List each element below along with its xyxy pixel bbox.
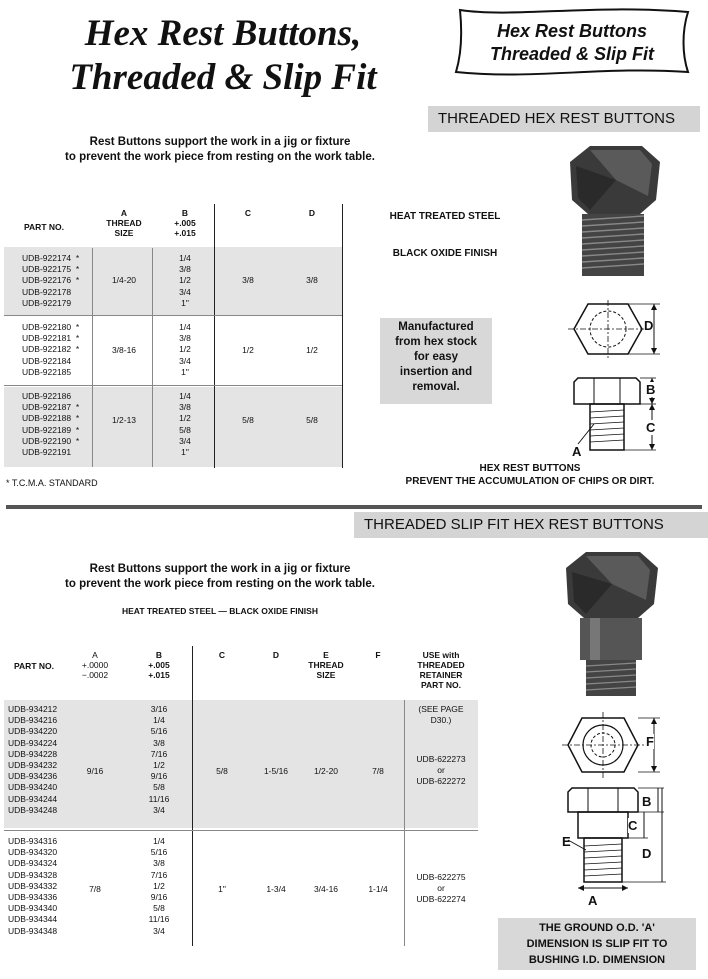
see-page-note: (SEE PAGE D30.) (418, 704, 464, 726)
a-value: 7/8 (89, 884, 101, 894)
header-d: D (308, 208, 316, 218)
header-part-no: PART NO. (14, 661, 54, 671)
dim-label-b: B (642, 794, 652, 809)
caption-hex-rest-buttons: HEX REST BUTTONS PREVENT THE ACCUMULATION OF CHIPS OR DIRT. (405, 463, 655, 487)
header-e: E THREAD SIZE (308, 650, 344, 680)
b-values: 1/4 3/8 1/2 3/4 1" (179, 253, 191, 308)
table-divider (214, 204, 215, 468)
page-title: Hex Rest Buttons, Threaded & Slip Fit (69, 13, 377, 98)
b-values: 3/16 1/4 5/16 3/8 7/16 1/2 9/16 5/8 11/16 3/4 (148, 704, 170, 815)
dim-label-d: D (644, 318, 654, 333)
thread-size: 1/2-13 (111, 415, 137, 425)
intro-slipfit: Rest Buttons support the work in a jig or fixture to prevent the work piece from resting on the work table. (65, 563, 375, 590)
b-values: 1/4 3/8 1/2 3/4 1" (179, 322, 191, 377)
retainer-part-no: UDB-622273 or UDB-622272 (416, 754, 466, 787)
b-values: 1/4 5/16 3/8 7/16 1/2 9/16 5/8 11/16 3/4 (148, 836, 170, 936)
table-divider (152, 248, 153, 467)
intro-threaded: Rest Buttons support the work in a jig or fixture to prevent the work piece from resting on the work table. (65, 136, 375, 163)
e-value: 1/2-20 (313, 766, 339, 776)
heat-treated-label: HEAT TREATED STEEL (389, 211, 501, 222)
header-d: D (272, 650, 280, 660)
part-numbers: UDB-922174 * UDB-922175 * UDB-922176 * UDB-922178 UDB-922179 (22, 253, 80, 308)
header-c: C (244, 208, 252, 218)
table-group-1 (4, 247, 342, 315)
footnote: * T.C.M.A. STANDARD (6, 478, 98, 488)
table-group-2 (4, 832, 478, 946)
part-numbers: UDB-934212 UDB-934216 UDB-934220 UDB-934224 UDB-934228 UDB-934232 UDB-934236 UDB-934240 UDB-934244 UDB-934248 (8, 704, 58, 815)
dim-label-c: C (628, 818, 638, 833)
slipfit-side-view-diagram (560, 784, 670, 902)
table-row-divider (4, 315, 342, 316)
header-f: F (375, 650, 381, 660)
dim-label-c: C (646, 420, 656, 435)
thread-size: 3/8-16 (111, 345, 137, 355)
dim-label-f: F (646, 734, 654, 749)
table-divider (192, 646, 193, 946)
slip-fit-note-box: THE GROUND O.D. 'A' DIMENSION IS SLIP FIT TO BUSHING I.D. DIMENSION (498, 918, 696, 970)
table-divider (342, 204, 343, 468)
part-numbers: UDB-922180 * UDB-922181 * UDB-922182 * UDB-922184 UDB-922185 (22, 322, 80, 377)
section-title-threaded: THREADED HEX REST BUTTONS (428, 106, 700, 132)
d-value: 3/8 (306, 275, 318, 285)
dim-label-a: A (588, 893, 598, 908)
c-value: 5/8 (216, 766, 228, 776)
dim-label-d: D (642, 846, 652, 861)
table-row-divider (4, 385, 342, 386)
part-numbers: UDB-922186 UDB-922187 * UDB-922188 * UDB-922189 * UDB-922190 * UDB-922191 (22, 391, 80, 458)
table-group-3 (4, 387, 342, 467)
header-a: A +.0000 −.0002 (81, 650, 109, 680)
black-oxide-label: BLACK OXIDE FINISH (392, 248, 498, 259)
heat-treated-slipfit: HEAT TREATED STEEL — BLACK OXIDE FINISH (122, 606, 318, 616)
table-group-2 (4, 317, 342, 385)
c-value: 5/8 (242, 415, 254, 425)
dim-label-b: B (646, 382, 656, 397)
e-value: 3/4-16 (313, 884, 339, 894)
d-value: 1/2 (306, 345, 318, 355)
table-divider (404, 700, 405, 946)
section-divider (6, 505, 702, 509)
header-a: A THREAD SIZE (106, 208, 142, 238)
header-use-with: USE with THREADED RETAINER PART NO. (417, 650, 465, 690)
title-banner: Hex Rest Buttons Threaded & Slip Fit (452, 6, 692, 78)
dim-label-a: A (572, 444, 582, 459)
header-part-no: PART NO. (24, 222, 64, 232)
table-divider (92, 248, 93, 467)
table-row-divider (4, 830, 478, 831)
manufactured-note-box: Manufactured from hex stock for easy insertion and removal. (380, 318, 492, 404)
b-values: 1/4 3/8 1/2 5/8 3/4 1" (179, 391, 191, 458)
part-numbers: UDB-934316 UDB-934320 UDB-934324 UDB-934328 UDB-934332 UDB-934336 UDB-934340 UDB-934344 UDB-934348 (8, 836, 58, 936)
a-value: 9/16 (86, 766, 104, 776)
c-value: 1/2 (242, 345, 254, 355)
header-b: B +.005 +.015 (174, 208, 196, 238)
thread-size: 1/4-20 (111, 275, 137, 285)
c-value: 1" (218, 884, 226, 894)
slipfit-bolt-photo (560, 548, 670, 698)
header-b: B +.005 +.015 (148, 650, 170, 680)
d-value: 1-5/16 (263, 766, 289, 776)
retainer-part-no: UDB-622275 or UDB-622274 (416, 872, 466, 905)
table-group-1 (4, 700, 478, 828)
threaded-bolt-photo (560, 140, 670, 280)
d-value: 5/8 (306, 415, 318, 425)
header-c: C (218, 650, 226, 660)
f-value: 7/8 (372, 766, 384, 776)
d-value: 1-3/4 (266, 884, 286, 894)
c-value: 3/8 (242, 275, 254, 285)
f-value: 1-1/4 (368, 884, 388, 894)
section-title-slipfit: THREADED SLIP FIT HEX REST BUTTONS (354, 512, 708, 538)
dim-label-e: E (562, 834, 571, 849)
